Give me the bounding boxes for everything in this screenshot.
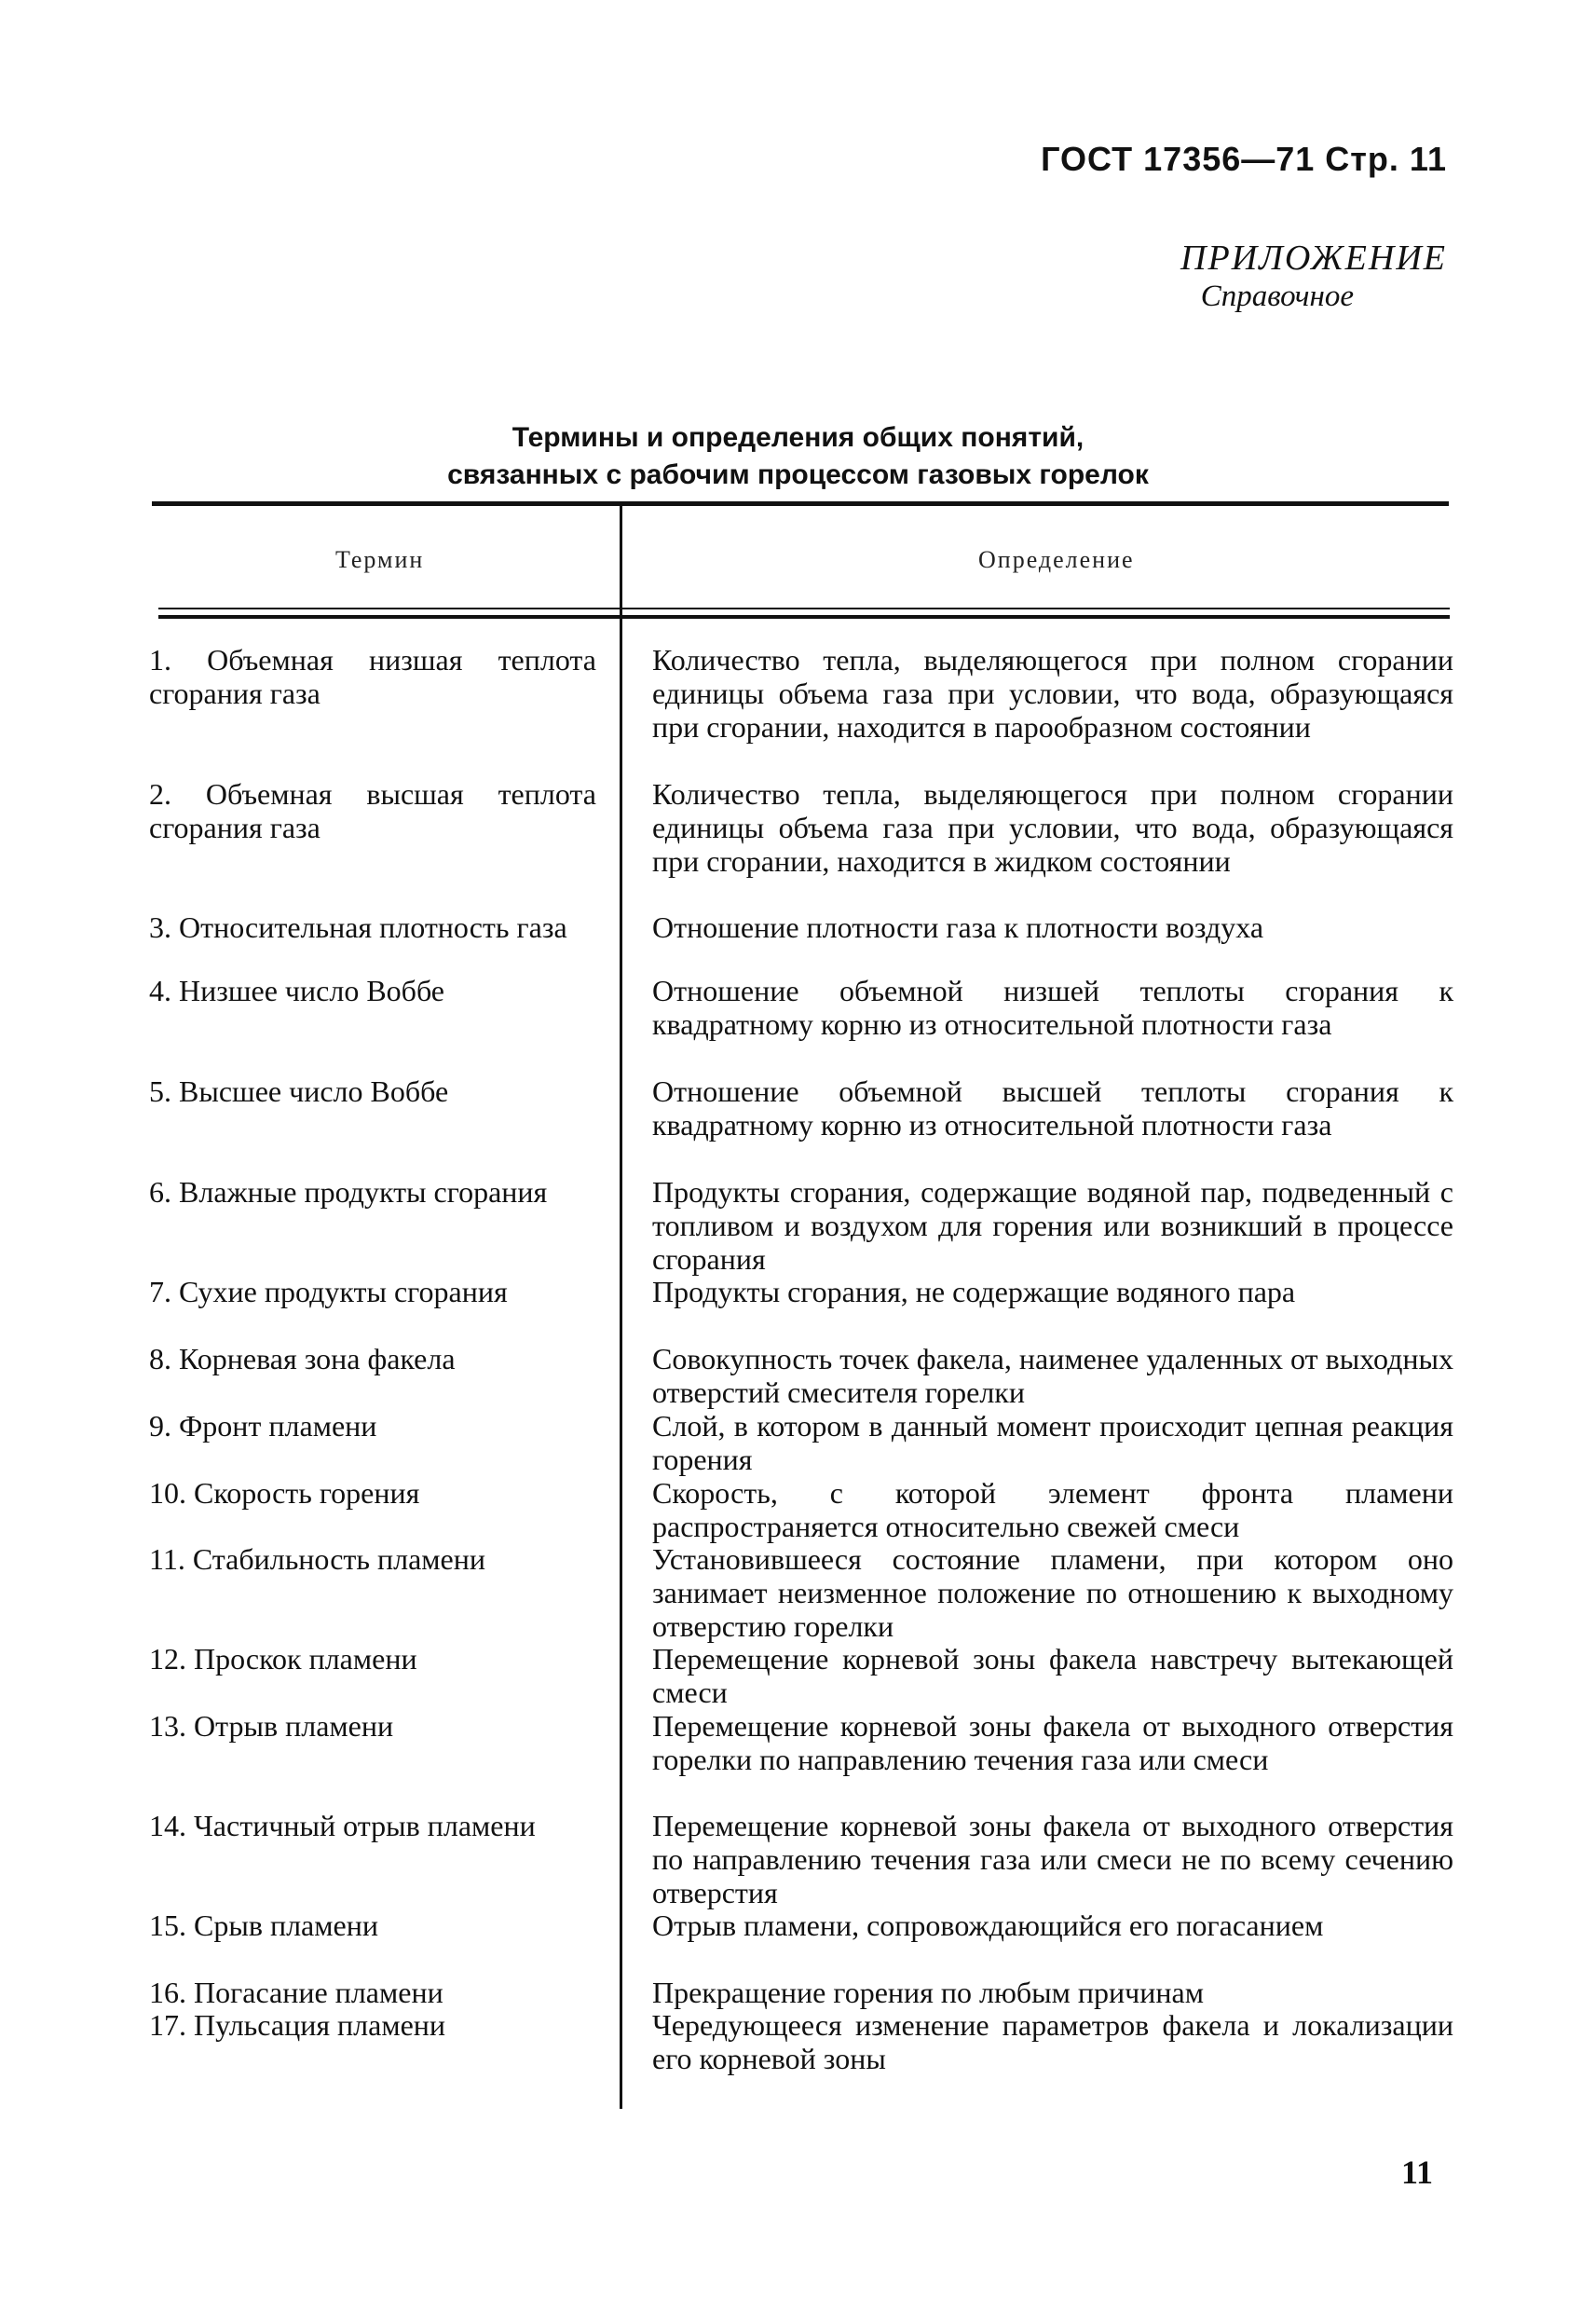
column-header-definition: Определение — [978, 546, 1135, 573]
definition-cell: Отрыв пламени, сопровождающийся его погасанием — [652, 1908, 1324, 1942]
appendix-type: Справочное — [1200, 280, 1354, 313]
title-line-2: связанных с рабочим процессом газовых горелок — [447, 459, 1149, 490]
definition-cell: Отношение плотности газа к плотности воздуха — [652, 910, 1264, 944]
document-header: ГОСТ 17356—71 Стр. 11 — [1041, 140, 1447, 178]
page-title — [0, 419, 1596, 494]
definition-cell: Отношение объемной низшей теплоты сгорания к квадратному корню из относительной плотности газа — [652, 974, 1453, 1041]
definition-cell: Перемещение корневой зоны факела навстречу вытекающей смеси — [652, 1642, 1453, 1709]
title-line-1: Термины и определения общих понятий, — [512, 422, 1084, 453]
term-cell: 16. Погасание пламени — [149, 1976, 443, 2009]
term-cell: 13. Отрыв пламени — [149, 1709, 394, 1743]
definition-cell: Совокупность точек факела, наименее удаленных от выходных отверстий смесителя горелки — [652, 1342, 1453, 1409]
definition-cell: Отношение объемной высшей теплоты сгорания к квадратному корню из относительной плотности газа — [652, 1074, 1453, 1142]
term-cell: 11. Стабильность пламени — [149, 1542, 485, 1576]
header-rule-1 — [158, 608, 1450, 609]
term-cell: 2. Объемная высшая теплота сгорания газа — [149, 777, 596, 844]
term-cell: 12. Проскок пламени — [149, 1642, 417, 1676]
term-cell: 15. Срыв пламени — [149, 1908, 378, 1942]
term-cell: 3. Относительная плотность газа — [149, 910, 567, 944]
column-divider — [620, 506, 622, 2109]
definition-cell: Перемещение корневой зоны факела от выходного отверстия горелки по направлению течения газа или смеси — [652, 1709, 1453, 1776]
term-cell: 6. Влажные продукты сгорания — [149, 1175, 548, 1209]
term-cell: 5. Высшее число Воббе — [149, 1074, 449, 1108]
header-rule-2 — [158, 615, 1450, 619]
definition-cell: Количество тепла, выделяющегося при полном сгорании единицы объема газа при условии, что вода, образующаяся при сгорании, находится в парообразном состоянии — [652, 643, 1453, 744]
column-header-term: Термин — [335, 546, 425, 573]
definition-cell: Продукты сгорания, содержащие водяной пар, подведенный с топливом и воздухом для горения или возникший в процессе сгорания — [652, 1175, 1453, 1276]
page-number: 11 — [1400, 2154, 1433, 2191]
table-top-rule — [152, 501, 1449, 506]
definition-cell: Прекращение горения по любым причинам — [652, 1976, 1204, 2009]
term-cell: 8. Корневая зона факела — [149, 1342, 456, 1375]
term-cell: 17. Пульсация пламени — [149, 2008, 446, 2042]
term-cell: 9. Фронт пламени — [149, 1409, 377, 1443]
definition-cell: Количество тепла, выделяющегося при полном сгорании единицы объема газа при условии, что вода, образующаяся при сгорании, находится в жидком состоянии — [652, 777, 1453, 878]
appendix-label: ПРИЛОЖЕНИЕ — [1180, 239, 1447, 278]
definition-cell: Установившееся состояние пламени, при котором оно занимает неизменное положение по отношению к выходному отверстию горелки — [652, 1542, 1453, 1643]
definition-cell: Перемещение корневой зоны факела от выходного отверстия по направлению течения газа или смеси не по всему сечению отверстия — [652, 1809, 1453, 1909]
term-cell: 10. Скорость горения — [149, 1476, 420, 1510]
term-cell: 7. Сухие продукты сгорания — [149, 1275, 508, 1308]
term-cell: 1. Объемная низшая теплота сгорания газа — [149, 643, 596, 710]
term-cell: 4. Низшее число Воббе — [149, 974, 444, 1007]
definition-cell: Продукты сгорания, не содержащие водяного пара — [652, 1275, 1296, 1308]
definition-cell: Слой, в котором в данный момент происходит цепная реакция горения — [652, 1409, 1453, 1476]
definition-cell: Скорость, с которой элемент фронта пламени распространяется относительно свежей смеси — [652, 1476, 1453, 1543]
term-cell: 14. Частичный отрыв пламени — [149, 1809, 536, 1842]
definition-cell: Чередующееся изменение параметров факела и локализации его корневой зоны — [652, 2008, 1453, 2075]
